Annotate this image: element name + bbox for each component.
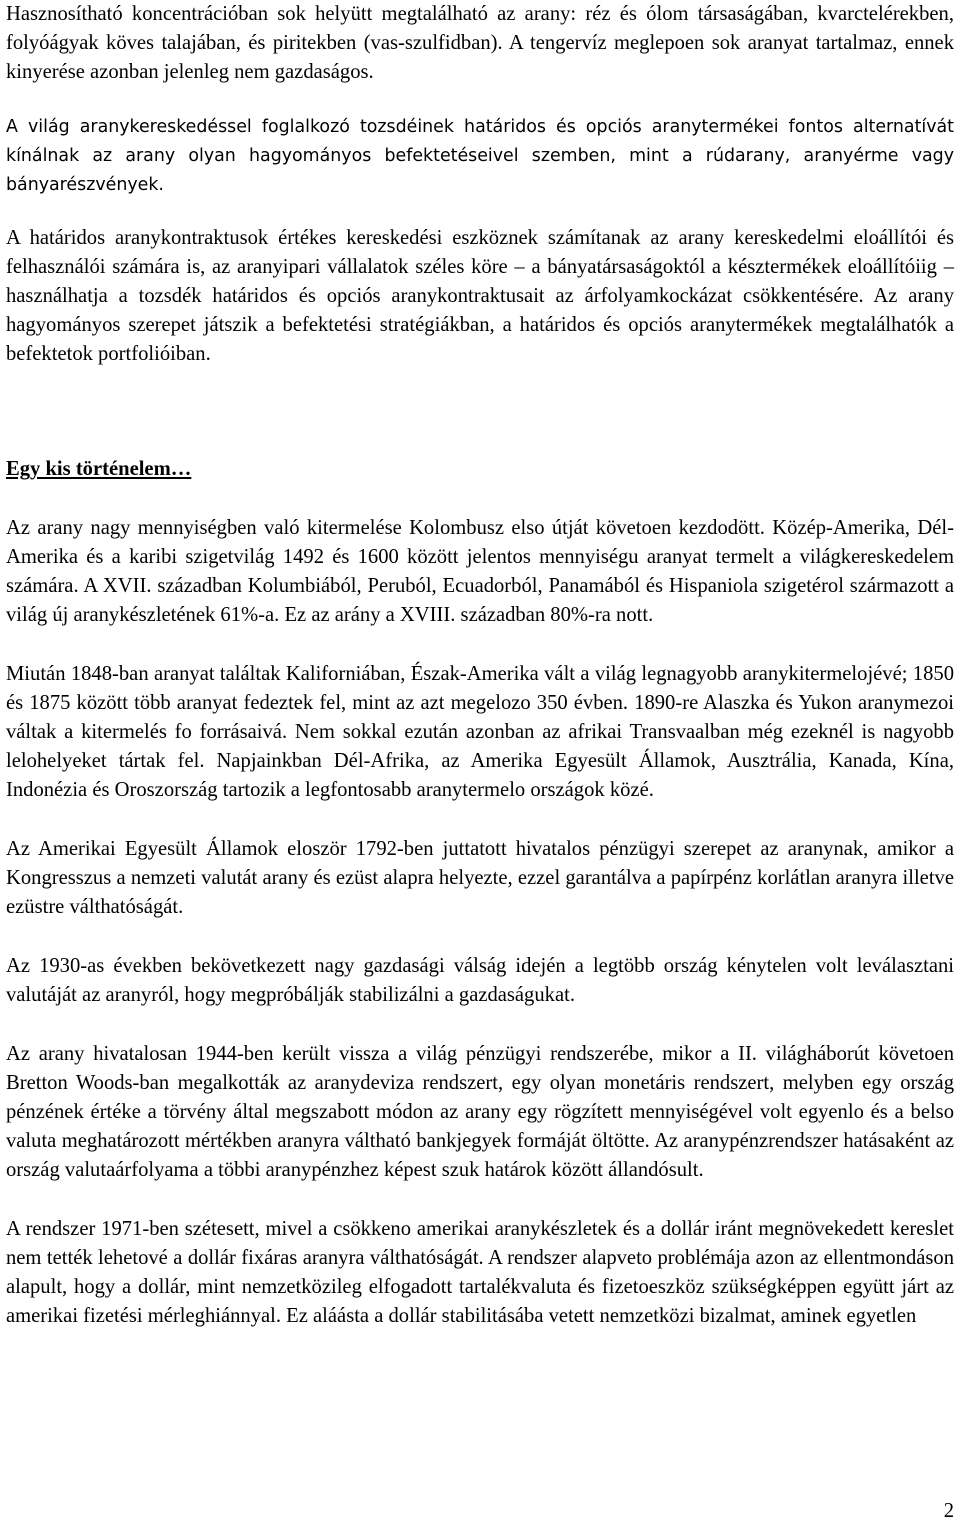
paragraph-history-1930s: Az 1930-as években bekövetkezett nagy gazdasági válság idején a legtöbb ország kénytelen volt leválasztani valutáját az aranyról, hogy megpróbálják stabilizálni a gazdaságukat. (6, 955, 954, 1006)
paragraph-history-bretton-woods: Az arany hivatalosan 1944-ben került vissza a világ pénzügyi rendszerébe, mikor a II. világháborút követoen Bretton Woods-ban megalkották az aranydeviza rendszert, egy olyan monetáris rendszert, melyben egy ország pénzének értéke a törvény által megszabott módon az arany egy rögzített mennyiségével volt egyenlo és a belso valuta meghatározott mértékben aranyra váltható bankjegyek formáját öltötte. Az aranypénzrendszer hatásaként az ország valutaárfolyama a többi aranypénzhez képest szuk határok között állandósult. (6, 1043, 954, 1181)
paragraph-gold-sources: Hasznosítható koncentrációban sok helyütt megtalálható az arany: réz és ólom társaságában, kvarctelérekben, folyóágyak köves talajában, és piritekben (vas-szulfidban). A tengervíz meglepoen sok aranyat tartalmaz, ennek kinyerése azonban jelenleg nem gazdaságos. (6, 3, 954, 83)
paragraph-history-columbus: Az arany nagy mennyiségben való kitermelése Kolombusz elso útját követoen kezdodött. Közép-Amerika, Dél-Amerika és a karibi szigetvilág 1492 és 1600 között jelentos mennyiségu aranyat termelt a világkereskedelem számára. A XVII. században Kolumbiából, Peruból, Ecuadorból, Panamából és Hispaniola szigetérol származott a világ új aranykészletének 61%-a. Ez az arány a XVIII. században 80%-ra nott. (6, 517, 954, 626)
paragraph-history-california: Miután 1848-ban aranyat találtak Kaliforniában, Észak-Amerika vált a világ legnagyobb aranykitermelojévé; 1850 és 1875 között több aranyat fedeztek fel, mint az azt megelozo 350 évben. 1890-re Alaszka és Yukon aranymezoi váltak a kitermelés fo forrásaivá. Nem sokkal ezután azonban az afrikai Transvaalban még ezeknél is nagyobb lelohelyeket tártak fel. Napjainkban Dél-Afrika, az Amerika Egyesült Államok, Ausztrália, Kanada, Kína, Indonézia és Oroszország tartozik a legfontosabb aranytermelo országok közé. (6, 663, 954, 801)
page-number: 2 (943, 1500, 954, 1522)
paragraph-exchange-products: A világ aranykereskedéssel foglalkozó tozsdéinek határidos és opciós aranytermékei fontos alternatívát kínálnak az arany olyan hagyományos befektetéseivel szemben, mint a rúdarany, aranyérme vagy bányarészvények. (6, 117, 954, 195)
paragraph-history-usa-1792: Az Amerikai Egyesült Államok eloször 1792-ben juttatott hivatalos pénzügyi szerepet az aranynak, amikor a Kongresszus a nemzeti valutát arany és ezüst alapra helyezte, ezzel garantálva a papírpénz korlátlan aranyra illetve ezüstre válthatóságát. (6, 838, 954, 918)
section-heading: Egy kis történelem… (6, 458, 192, 480)
paragraph-history-1971: A rendszer 1971-ben szétesett, mivel a csökkeno amerikai aranykészletek és a dollár iránt megnövekedett kereslet nem tették lehetové a dollár fixáras aranyra válthatóságát. A rendszer alapveto problémája azon az ellentmondáson alapult, hogy a dollár, mint nemzetközileg elfogadott tartalékvaluta és fizetoeszköz szükségképpen együtt járt az amerikai fizetési mérleghiánnyal. Ez aláásta a dollár stabilitásába vetett nemzetközi bizalmat, aminek egyetlen (6, 1218, 954, 1327)
paragraph-futures-contracts: A határidos aranykontraktusok értékes kereskedési eszköznek számítanak az arany kereskedelmi eloállítói és felhasználói számára is, az aranyipari vállalatok széles köre – a bányatársaságoktól a késztermékek eloállítóiig – használhatja a tozsdék határidos és opciós aranykontraktusait az árfolyamkockázat csökkentésére. Az arany hagyományos szerepet játszik a befektetési stratégiákban, a határidos és opciós aranytermékek megtalálhatók a befektetok portfolióiban. (6, 227, 954, 365)
document-page (6, 0, 954, 1331)
